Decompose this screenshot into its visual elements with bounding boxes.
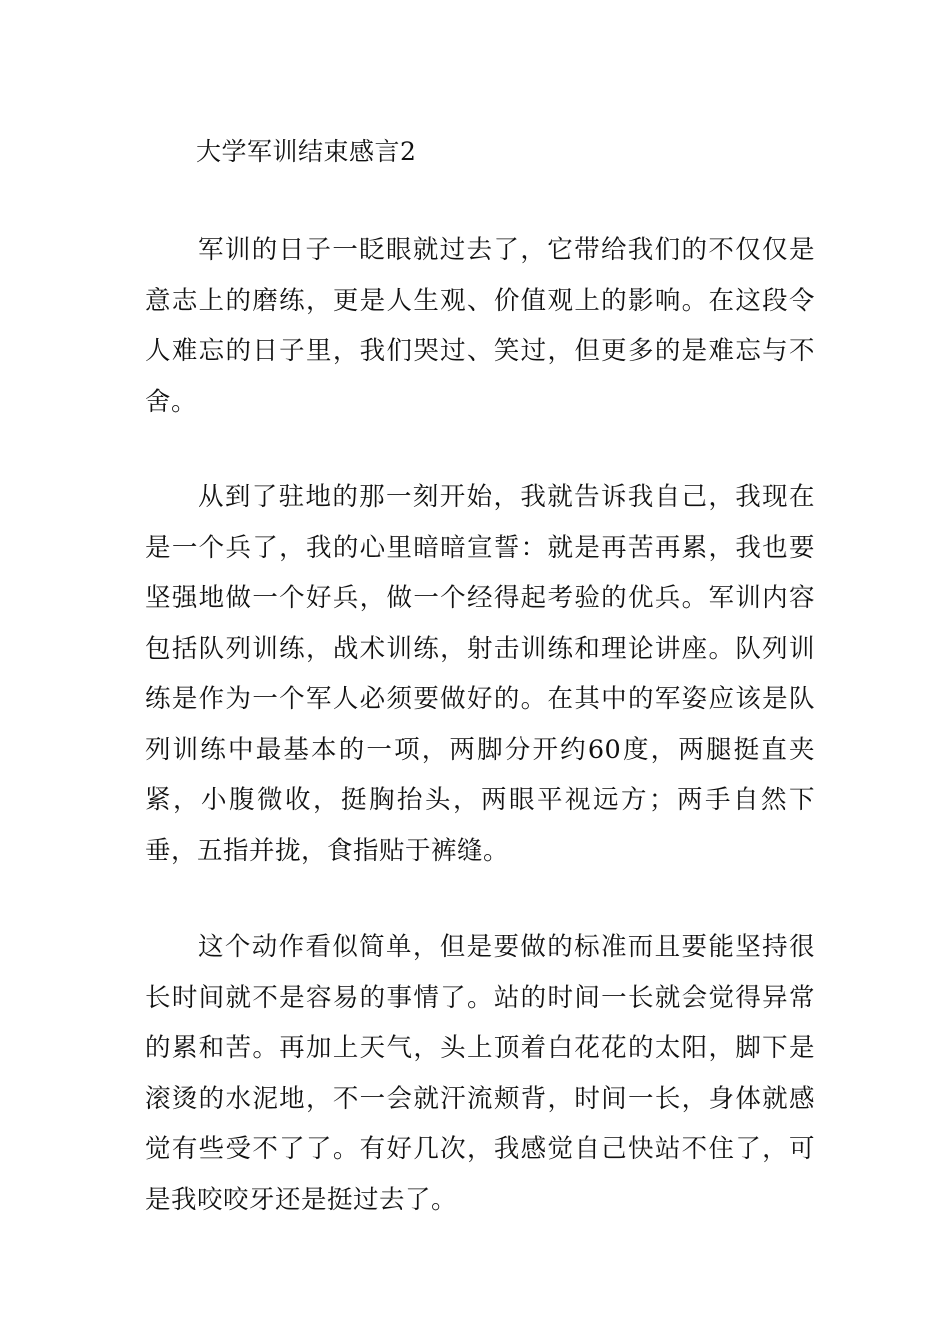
- document-title: 大学军训结束感言2: [196, 137, 417, 166]
- paragraph-3: 这个动作看似简单，但是要做的标准而且要能坚持很长时间就不是容易的事情了。站的时间一长就会觉得异常的累和苦。再加上天气，头上顶着白花花的太阳，脚下是滚烫的水泥地，不一会就汗流颊背，时间一长，身体就感觉有些受不了了。有好几次，我感觉自己快站不住了，可是我咬咬牙还是挺过去了。: [145, 932, 815, 1215]
- paragraph-2: 从到了驻地的那一刻开始，我就告诉我自己，我现在是一个兵了，我的心里暗暗宣誓：就是再苦再累，我也要坚强地做一个好兵，做一个经得起考验的优兵。军训内容包括队列训练，战术训练，射击训练和理论讲座。队列训练是作为一个军人必须要做好的。在其中的军姿应该是队列训练中最基本的一项，两脚分开约60度，两腿挺直夹紧，小腹微收，挺胸抬头，两眼平视远方；两手自然下垂，五指并拢，食指贴于裤缝。: [145, 482, 815, 866]
- paragraph-1: 军训的日子一眨眼就过去了，它带给我们的不仅仅是意志上的磨练，更是人生观、价值观上的影响。在这段令人难忘的日子里，我们哭过、笑过，但更多的是难忘与不舍。: [145, 235, 815, 417]
